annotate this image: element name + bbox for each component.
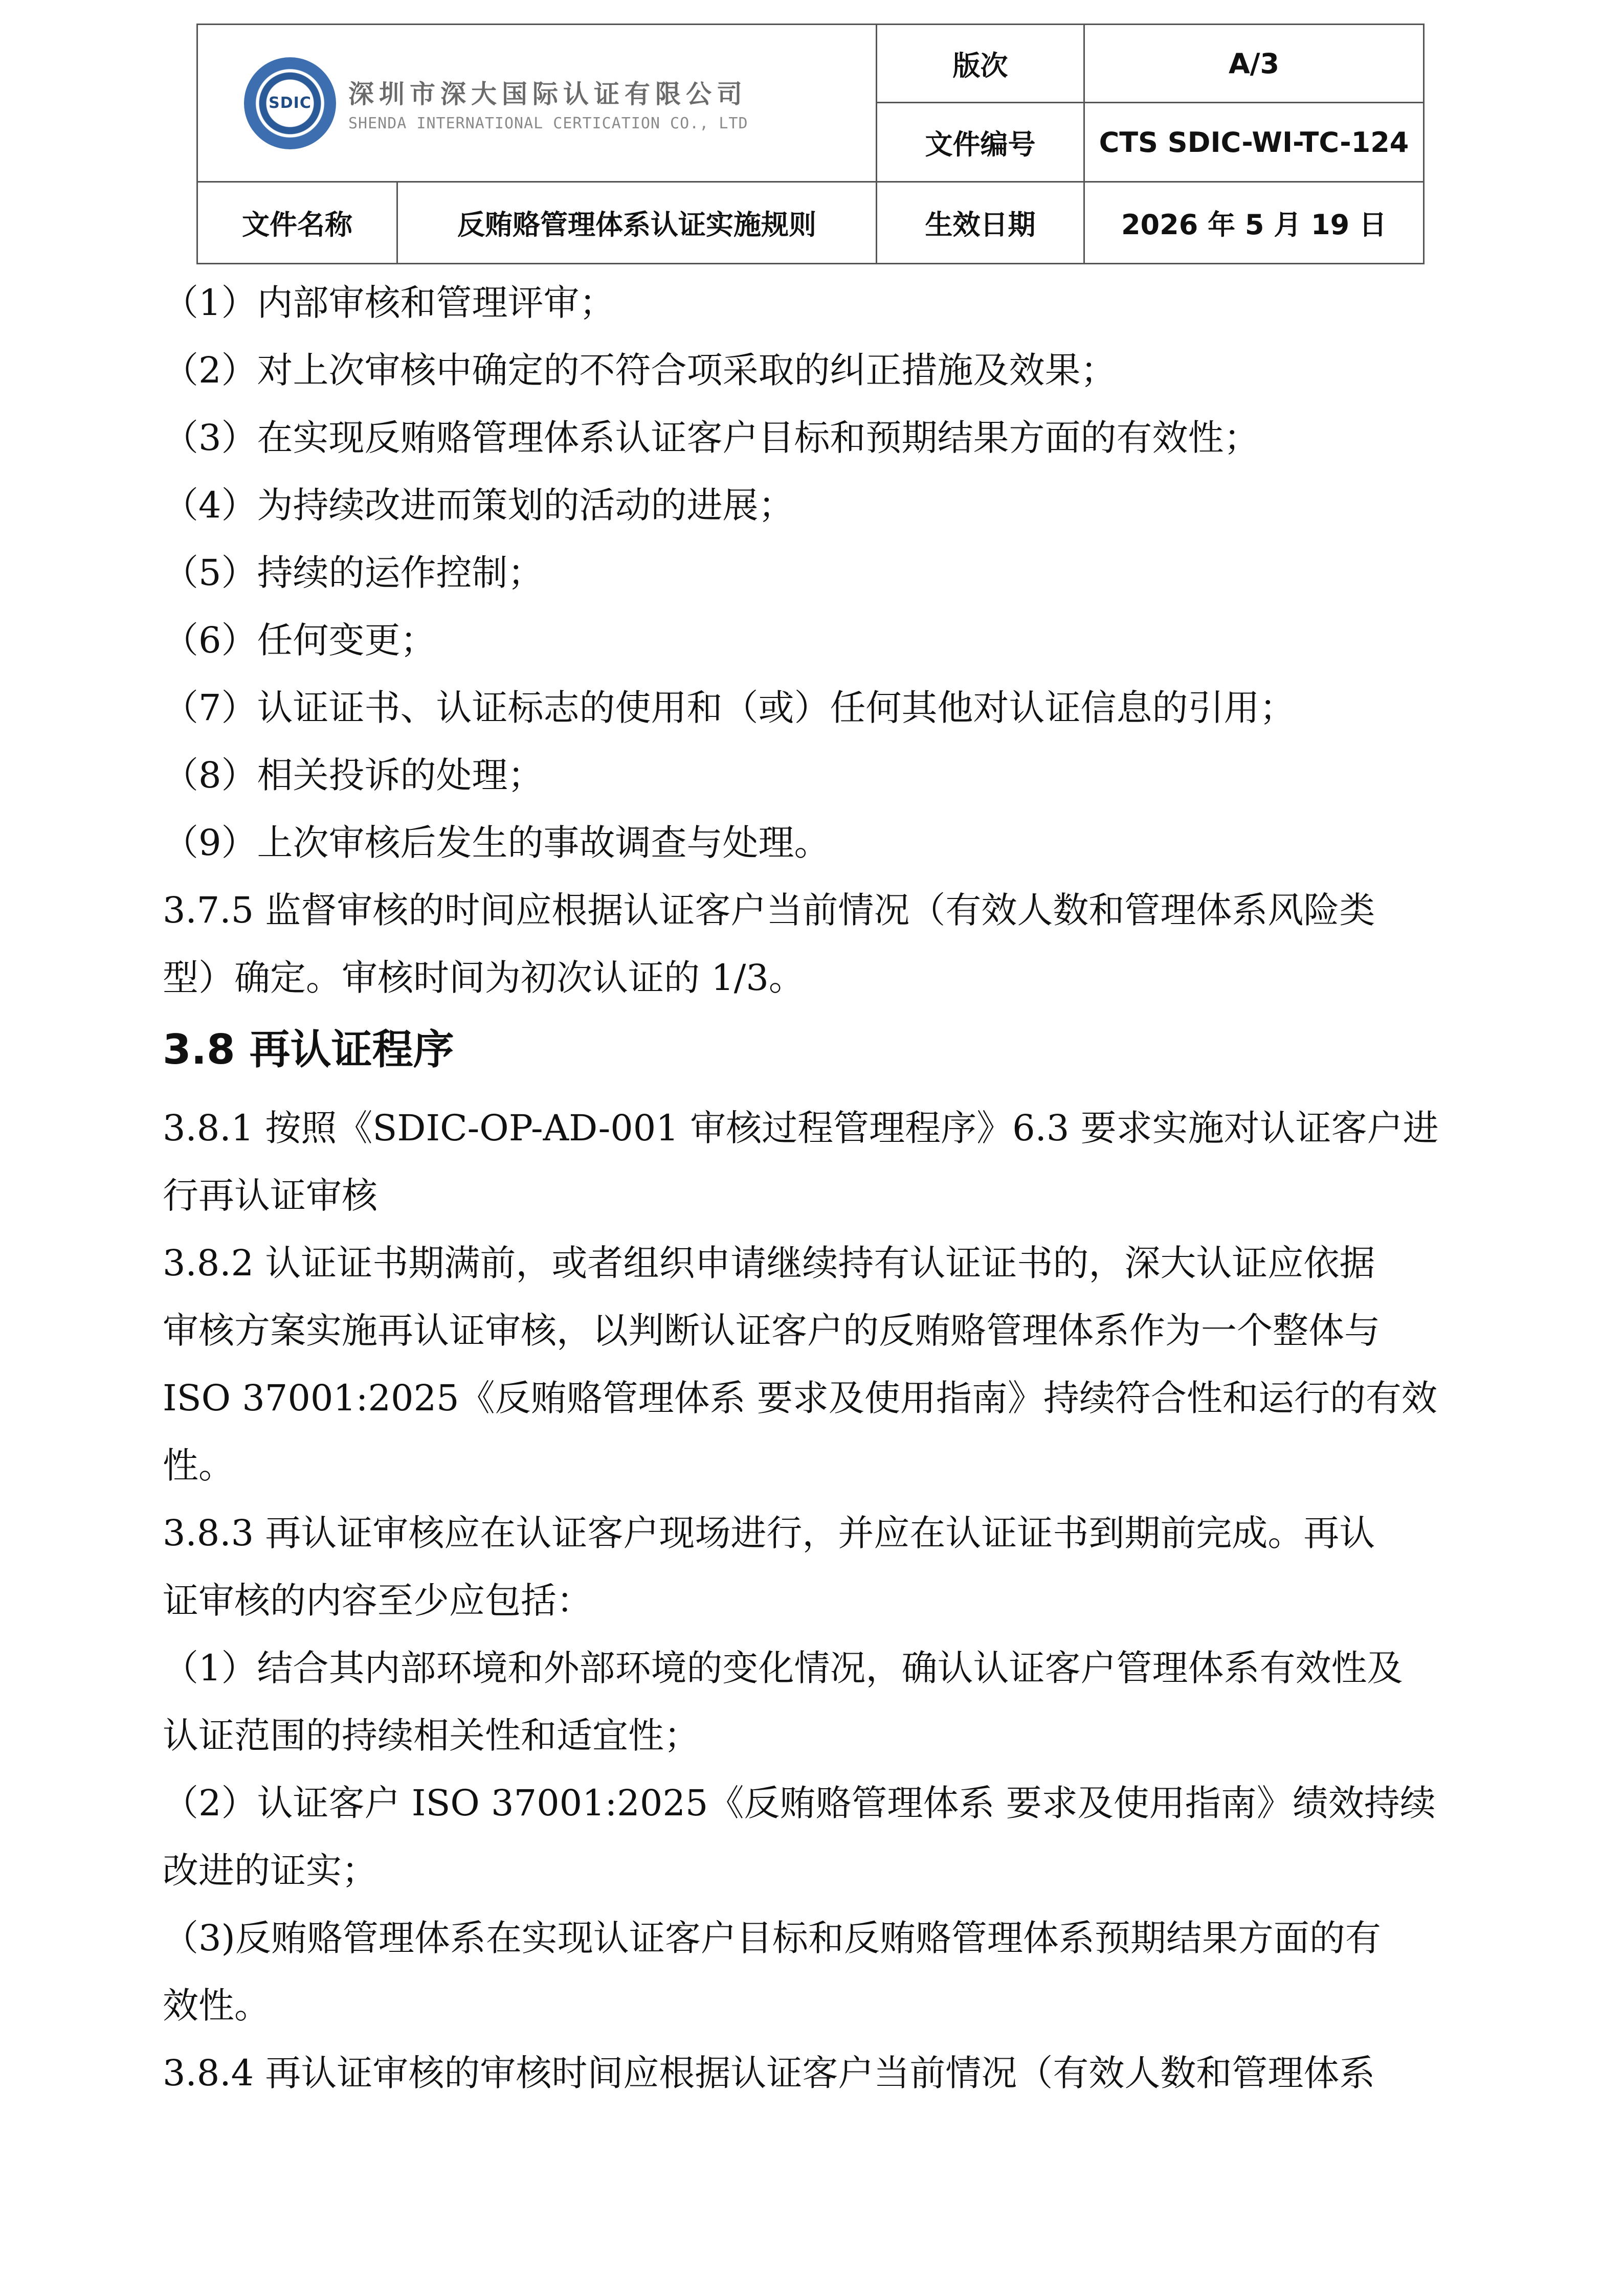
effective-date-value: 2026 年 5 月 19 日 xyxy=(1084,182,1424,264)
list-item: （2）认证客户 ISO 37001:2025《反贿赂管理体系 要求及使用指南》绩效持续 xyxy=(163,1782,1436,1824)
paragraph-line: 3.8.4 再认证审核的审核时间应根据认证客户当前情况（有效人数和管理体系 xyxy=(163,2052,1375,2094)
paragraph-line: 3.8.1 按照《SDIC-OP-AD-001 审核过程管理程序》6.3 要求实施对认证客户进 xyxy=(163,1107,1439,1149)
company-name-en: SHENDA INTERNATIONAL CERTICATION CO., LTD xyxy=(348,115,748,132)
list-item: 改进的证实； xyxy=(163,1850,377,1892)
list-items-b xyxy=(163,1634,1477,2039)
list-item: （3)反贿赂管理体系在实现认证客户目标和反贿赂管理体系预期结果方面的有 xyxy=(163,1917,1381,1959)
effective-date-label: 生效日期 xyxy=(877,182,1084,264)
file-number-value: CTS SDIC-WI-TC-124 xyxy=(1084,103,1424,182)
company-seal-icon xyxy=(244,57,336,149)
file-name-label: 文件名称 xyxy=(197,182,397,264)
paragraph-3-8-1 xyxy=(163,1094,1477,1229)
file-number-label: 文件编号 xyxy=(877,103,1084,182)
list-item: （8）相关投诉的处理； xyxy=(163,754,544,796)
company-logo-cell xyxy=(197,25,877,182)
version-label: 版次 xyxy=(877,25,1084,103)
paragraph-3-7-5 xyxy=(163,876,1477,1011)
paragraph-line: 型）确定。审核时间为初次认证的 1/3。 xyxy=(163,957,805,999)
document-header-table xyxy=(196,24,1425,264)
paragraph-3-8-4 xyxy=(163,2039,1477,2107)
paragraph-line: 证审核的内容至少应包括： xyxy=(163,1580,592,1622)
paragraph-line: 审核方案实施再认证审核，以判断认证客户的反贿赂管理体系作为一个整体与 xyxy=(163,1310,1380,1352)
document-body xyxy=(163,269,1477,2107)
list-item: （1）结合其内部环境和外部环境的变化情况，确认认证客户管理体系有效性及 xyxy=(163,1647,1403,1689)
list-item: （6）任何变更； xyxy=(163,619,436,661)
list-item: （9）上次审核后发生的事故调查与处理。 xyxy=(163,822,830,864)
paragraph-3-8-3 xyxy=(163,1499,1477,1634)
paragraph-line: 3.8.3 再认证审核应在认证客户现场进行，并应在认证证书到期前完成。再认 xyxy=(163,1512,1375,1554)
list-item: 效性。 xyxy=(163,1985,270,2027)
file-name-value: 反贿赂管理体系认证实施规则 xyxy=(397,182,877,264)
company-name-cn: 深圳市深大国际认证有限公司 xyxy=(348,79,747,109)
paragraph-line: 3.7.5 监督审核的时间应根据认证客户当前情况（有效人数和管理体系风险类 xyxy=(163,889,1375,931)
list-item: 认证范围的持续相关性和适宜性； xyxy=(163,1715,700,1757)
paragraph-line: 行再认证审核 xyxy=(163,1175,377,1217)
list-item: （7）认证证书、认证标志的使用和（或）任何其他对认证信息的引用； xyxy=(163,687,1296,729)
paragraph-3-8-2 xyxy=(163,1229,1477,1499)
list-item: （1）内部审核和管理评审； xyxy=(163,282,615,324)
list-items-a xyxy=(163,269,1477,876)
seal-text: SDIC xyxy=(269,94,312,112)
list-item: （4）为持续改进而策划的活动的进展； xyxy=(163,484,794,526)
version-value: A/3 xyxy=(1084,25,1424,103)
list-item: （5）持续的运作控制； xyxy=(163,552,544,594)
paragraph-line: 3.8.2 认证证书期满前，或者组织申请继续持有认证证书的，深大认证应依据 xyxy=(163,1242,1375,1284)
list-item: （2）对上次审核中确定的不符合项采取的纠正措施及效果； xyxy=(163,349,1117,391)
paragraph-line: ISO 37001:2025《反贿赂管理体系 要求及使用指南》持续符合性和运行的有效 xyxy=(163,1377,1437,1419)
section-heading-3-8: 3.8 再认证程序 xyxy=(163,1026,454,1073)
list-item: （3）在实现反贿赂管理体系认证客户目标和预期结果方面的有效性； xyxy=(163,417,1260,459)
paragraph-line: 性。 xyxy=(163,1445,234,1487)
